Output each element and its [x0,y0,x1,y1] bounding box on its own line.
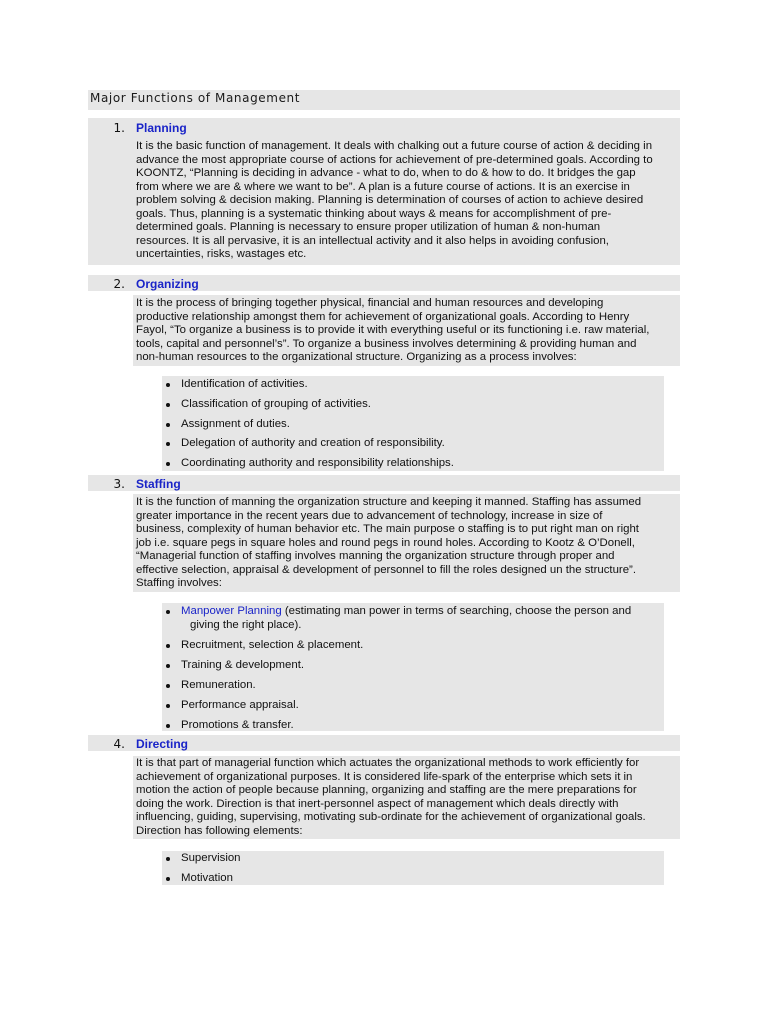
list-item-text: (estimating man power in terms of searching, choose the person and [281,605,632,617]
paragraph-line: resources. It is all pervasive, it is an intellectual activity and it also helps in avoiding confusion, [136,234,609,247]
list-item-text: Training & development. [181,658,305,671]
section-heading-planning[interactable]: Planning [136,121,187,135]
bullet-icon [166,644,170,648]
paragraph-line: from where we are & where we want to be”. A plan is a future course of actions. It is an exercise in [136,180,630,193]
list-item-text: Performance appraisal. [181,698,299,711]
paragraph-line: business, complexity of human behavior etc. The main purpose o staffing is to put right man on right [136,523,639,536]
paragraph-line: effective selection, appraisal & development of personnel to fill the roles designed un the structure”. [136,563,637,576]
paragraph-line: tools, capital and personnel’s”. To organize a business involves determining & providing human and [136,337,637,350]
organizing-bullet-list [166,378,454,471]
list-item-text: Recruitment, selection & placement. [181,638,364,651]
paragraph-line: goals. Thus, planning is a systematic thinking about ways & means for accomplishment of pre- [136,207,612,220]
list-item-text: Motivation [181,871,233,884]
bullet-icon [166,877,170,881]
staffing-paragraph [136,496,684,591]
bullet-icon [166,664,170,668]
paragraph-line: non-human resources to the organizational structure. Organizing as a process involves: [136,351,577,364]
directing-paragraph [136,757,684,838]
list-item [166,418,454,432]
list-item [166,639,631,653]
paragraph-line: It is that part of managerial function which actuates the organizational methods to work efficiently for [136,757,640,769]
section-heading-organizing[interactable]: Organizing [136,277,199,291]
bullet-icon [166,403,170,407]
bullet-icon [166,684,170,688]
paragraph-line: KOONTZ, “Planning is deciding in advance - what to do, when to do & how to do. It bridges the gap [136,167,636,180]
paragraph-line: determined goals. Planning is necessary to ensure proper utilization of human & non-human [136,221,601,234]
list-item-continuation: giving the right place). [190,618,302,631]
manpower-planning-link[interactable]: Manpower Planning [181,605,282,617]
section-heading-directing[interactable]: Directing [136,737,189,751]
list-item [166,457,454,471]
paragraph-line: doing the work. Direction is that inert-personnel aspect of management which deals directly with [136,797,619,810]
paragraph-line: productive relationship amongst them for achievement of organizational goals. According to Henry [136,310,630,323]
list-item [166,872,241,886]
list-item [166,719,631,733]
list-item-text: Promotions & transfer. [181,718,294,731]
list-item [166,659,631,673]
bullet-icon [166,704,170,708]
paragraph-line: It is the process of bringing together physical, financial and human resources and developing [136,297,604,309]
list-item [166,852,241,866]
list-item [166,398,454,412]
list-item [166,437,454,451]
section-heading-staffing[interactable]: Staffing [136,477,181,491]
organizing-paragraph [136,297,684,365]
paragraph-line: “Managerial function of staffing involves manning the organization structure through proper and [136,550,615,563]
paragraph-line: achievement of organizational purposes. It is considered life-spark of the enterprise which sets it in [136,770,633,783]
list-item [166,378,454,392]
section-number: 4. [113,737,125,751]
section-number: 3. [113,477,125,491]
paragraph-line: Staffing involves: [136,577,222,590]
paragraph-line: Fayol, “To organize a business is to provide it with everything useful or its functioning i.e. raw material, [136,324,650,337]
bullet-icon [166,383,170,387]
list-item [166,679,631,693]
bullet-icon [166,610,170,614]
list-item-text: Coordinating authority and responsibility relationships. [181,457,454,470]
list-item-text: Delegation of authority and creation of responsibility. [181,437,445,450]
paragraph-line: Direction has following elements: [136,824,303,837]
list-item-text: Remuneration. [181,678,256,691]
bullet-icon [166,423,170,427]
paragraph-line: motion the action of people because planning, organizing and staffing are the mere preparations for [136,784,637,797]
staffing-bullet-list [166,605,631,732]
directing-bullet-list [166,852,241,885]
list-item [166,699,631,713]
bullet-icon [166,442,170,446]
section-number: 1. [113,121,125,135]
paragraph-line: uncertainties, risks, wastages etc. [136,248,307,261]
bullet-icon [166,724,170,728]
document-title: Major Functions of Management [90,91,301,105]
paragraph-line: problem solving & decision making. Planning is determination of courses of action to achieve desired [136,194,644,207]
bullet-icon [166,462,170,466]
list-item-text: Assignment of duties. [181,417,290,430]
section-number: 2. [113,277,125,291]
list-item-text: Identification of activities. [181,378,308,390]
paragraph-line: It is the basic function of management. It deals with chalking out a future course of action & deciding in [136,140,653,152]
list-item-text: Classification of grouping of activities. [181,397,371,410]
paragraph-line: influencing, guiding, supervising, motivating sub-ordinate for the achievement of organizational goals. [136,811,646,824]
paragraph-line: greater importance in the recent years due to advancement of technology, increase in size of [136,509,603,522]
planning-paragraph [136,140,684,262]
list-item [166,605,631,632]
bullet-icon [166,857,170,861]
paragraph-line: advance the most appropriate course of actions for achievement of pre-determined goals. According to [136,153,653,166]
paragraph-line: It is the function of manning the organization structure and keeping it manned. Staffing has assumed [136,496,642,508]
paragraph-line: job i.e. square pegs in square holes and round pegs in round holes. According to Kootz & O’Donell, [136,536,635,549]
list-item-text: Supervision [181,852,241,864]
